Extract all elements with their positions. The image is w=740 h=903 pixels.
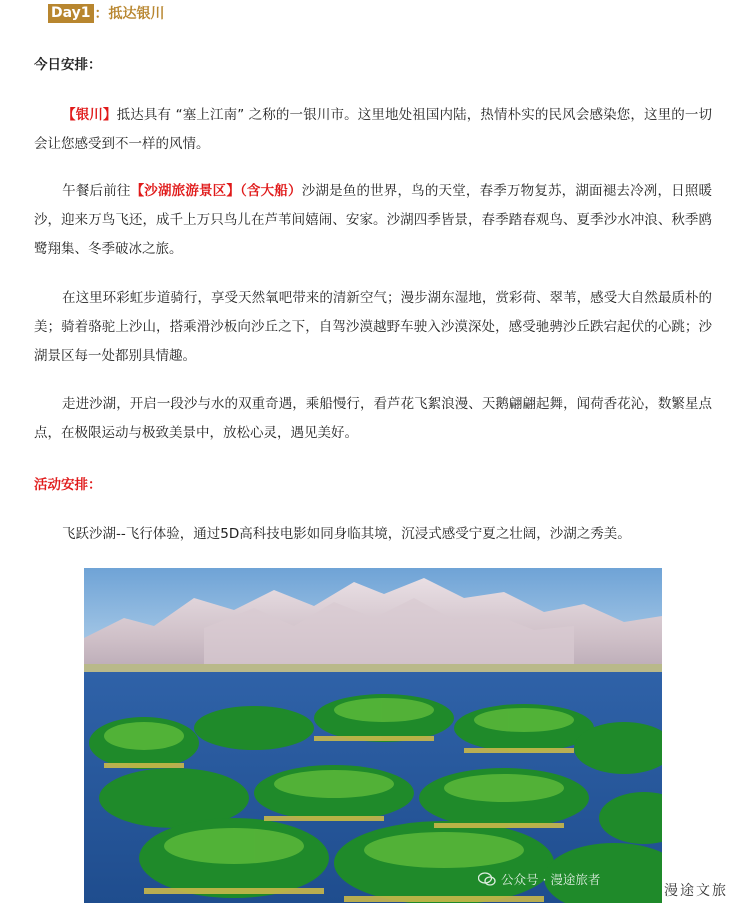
- paragraph-shahu-pre: 午餐后前往: [62, 183, 131, 199]
- activity-heading: 活动安排：: [34, 477, 102, 493]
- paragraph-journey: [34, 390, 712, 448]
- watermark: [478, 870, 600, 888]
- wechat-icon: [478, 872, 496, 886]
- paragraph-flight-text: 飞跃沙湖--飞行体验，通过5D高科技电影如同身临其境，沉浸式感受宁夏之壮阔，沙湖之秀美。: [62, 526, 631, 542]
- tag-yinchuan: 【银川】: [62, 107, 117, 123]
- paragraph-shahu: [34, 177, 712, 264]
- day-badge: Day1: [48, 4, 94, 23]
- tag-shahu: 【沙湖旅游景区】（含大船）: [130, 183, 302, 199]
- watermark-text: 公众号 · 漫途旅者: [501, 872, 601, 887]
- landscape-illustration: [84, 568, 662, 903]
- schedule-heading: 今日安排：: [34, 57, 102, 73]
- day-title: ：抵达银川: [94, 6, 165, 22]
- day-header: [48, 3, 165, 23]
- sand-lake-photo: [84, 568, 662, 903]
- paragraph-activities-text: 在这里环彩虹步道骑行，享受天然氧吧带来的清新空气；漫步湖东湿地，赏彩荷、翠苇，感受大自然最质朴的美；骑着骆驼上沙山，搭乘滑沙板向沙丘之下，自驾沙漠越野车驶入沙漠深处，感受驰骋沙丘跌宕起伏的心跳；沙湖景区每一处都别具情趣。: [34, 290, 712, 364]
- paragraph-flight: [34, 520, 712, 549]
- paragraph-yinchuan-text: 抵达具有 “塞上江南” 之称的一银川市。这里地处祖国内陆，热情朴实的民风会感染您，这里的一切会让您感受到不一样的风情。: [34, 107, 712, 152]
- paragraph-yinchuan: [34, 101, 712, 159]
- paragraph-activities: [34, 284, 712, 371]
- paragraph-journey-text: 走进沙湖，开启一段沙与水的双重奇遇，乘船慢行，看芦花飞絮浪漫、天鹅翩翩起舞，闻荷香花沁，数繁星点点，在极限运动与极致美景中，放松心灵，遇见美好。: [34, 396, 712, 441]
- paragraph-shahu-text: 沙湖是鱼的世界，鸟的天堂，春季万物复苏，湖面褪去冷冽，日照暖沙，迎来万鸟飞还，成千上万只鸟儿在芦苇间嬉闹、安家。沙湖四季皆景，春季踏春观鸟、夏季沙水冲浪、秋季鸥鹭翔集、冬季破冰之旅。: [34, 183, 713, 257]
- corner-brand-text: 漫途文旅: [664, 883, 728, 899]
